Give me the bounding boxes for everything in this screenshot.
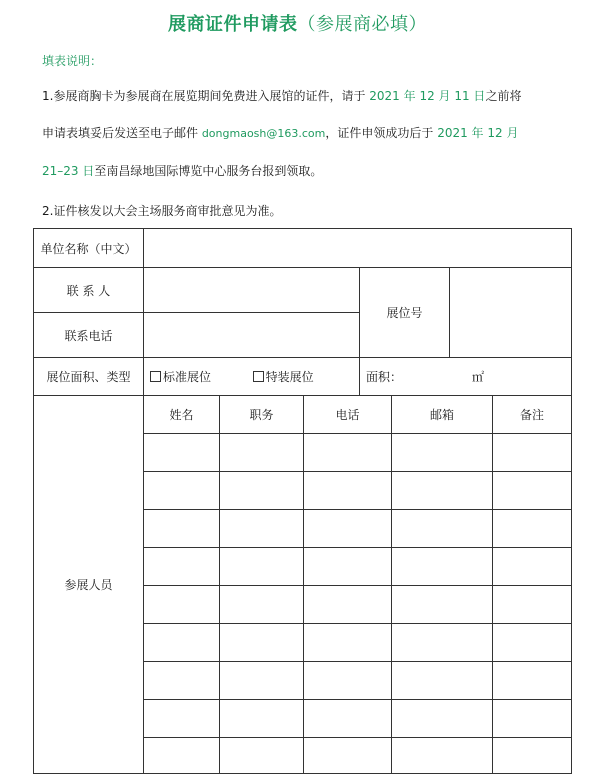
staff-name-cell[interactable]: [144, 700, 220, 738]
deadline-date: 2021 年 12 月 11 日: [369, 89, 486, 103]
staff-name-cell[interactable]: [144, 624, 220, 662]
contact-person-label: 联 系 人: [34, 268, 144, 313]
booth-number-label: 展位号: [360, 268, 450, 358]
staff-position-cell[interactable]: [220, 510, 304, 548]
staff-position-cell[interactable]: [220, 738, 304, 774]
staff-email-cell[interactable]: [392, 662, 493, 700]
staff-name-cell[interactable]: [144, 738, 220, 774]
staff-name-cell[interactable]: [144, 586, 220, 624]
form-title: [0, 10, 595, 36]
exhibitor-staff-label: 参展人员: [34, 396, 144, 774]
booth-area-field[interactable]: [360, 358, 572, 396]
instruction-3-post: 至南昌绿地国际博览中心服务台报到领取。: [94, 164, 323, 178]
staff-phone-cell[interactable]: [304, 510, 392, 548]
instruction-line-1: [42, 88, 521, 104]
instructions-heading: 填表说明：: [42, 54, 103, 68]
staff-remarks-cell[interactable]: [493, 548, 572, 586]
special-booth-checkbox[interactable]: [253, 371, 264, 382]
staff-name-cell[interactable]: [144, 510, 220, 548]
instruction-line-4: 2.证件核发以大会主场服务商审批意见为准。: [42, 204, 282, 218]
area-label: 面积：: [366, 370, 403, 384]
staff-position-cell[interactable]: [220, 624, 304, 662]
staff-remarks-cell[interactable]: [493, 700, 572, 738]
contact-phone-label: 联系电话: [34, 313, 144, 358]
staff-phone-cell[interactable]: [304, 548, 392, 586]
staff-email-cell[interactable]: [392, 434, 493, 472]
staff-name-cell[interactable]: [144, 434, 220, 472]
staff-phone-cell[interactable]: [304, 586, 392, 624]
company-name-field[interactable]: [144, 229, 572, 268]
instruction-2-pre: 申请表填妥后发送至电子邮件: [42, 126, 202, 140]
column-header-name: 姓名: [144, 396, 220, 434]
application-form-table: [33, 228, 572, 774]
special-booth-label: 特装展位: [265, 370, 314, 384]
staff-name-cell[interactable]: [144, 472, 220, 510]
staff-name-cell[interactable]: [144, 662, 220, 700]
booth-type-options: [144, 358, 360, 396]
form-title-paren: （参展商必填）: [297, 14, 427, 35]
staff-remarks-cell[interactable]: [493, 434, 572, 472]
column-header-position: 职务: [220, 396, 304, 434]
square-meter-unit: ㎡: [472, 370, 485, 384]
staff-email-cell[interactable]: [392, 586, 493, 624]
staff-phone-cell[interactable]: [304, 700, 392, 738]
staff-remarks-cell[interactable]: [493, 586, 572, 624]
staff-phone-cell[interactable]: [304, 662, 392, 700]
staff-phone-cell[interactable]: [304, 624, 392, 662]
staff-remarks-cell[interactable]: [493, 624, 572, 662]
instruction-line-3: [42, 163, 322, 179]
staff-position-cell[interactable]: [220, 472, 304, 510]
staff-phone-cell[interactable]: [304, 472, 392, 510]
form-title-main: 展商证件申请表: [168, 14, 298, 35]
standard-booth-checkbox[interactable]: [150, 371, 161, 382]
staff-email-cell[interactable]: [392, 472, 493, 510]
pickup-date-end: 21–23 日: [42, 164, 95, 178]
staff-email-cell[interactable]: [392, 624, 493, 662]
staff-email-cell[interactable]: [392, 548, 493, 586]
staff-phone-cell[interactable]: [304, 738, 392, 774]
column-header-email: 邮箱: [392, 396, 493, 434]
staff-position-cell[interactable]: [220, 662, 304, 700]
standard-booth-label: 标准展位: [163, 370, 212, 384]
staff-position-cell[interactable]: [220, 434, 304, 472]
email-link[interactable]: dongmaosh@163.com: [201, 127, 326, 140]
staff-email-cell[interactable]: [392, 700, 493, 738]
staff-remarks-cell[interactable]: [493, 738, 572, 774]
column-header-phone: 电话: [304, 396, 392, 434]
company-name-label: 单位名称（中文）: [34, 229, 144, 268]
contact-phone-field[interactable]: [144, 313, 360, 358]
instruction-1-pre: 1.参展商胸卡为参展商在展览期间免费进入展馆的证件，请于: [42, 89, 370, 103]
instruction-line-2: [42, 125, 518, 142]
staff-name-cell[interactable]: [144, 548, 220, 586]
staff-position-cell[interactable]: [220, 700, 304, 738]
contact-person-field[interactable]: [144, 268, 360, 313]
staff-email-cell[interactable]: [392, 510, 493, 548]
column-header-remarks: 备注: [493, 396, 572, 434]
staff-remarks-cell[interactable]: [493, 662, 572, 700]
staff-remarks-cell[interactable]: [493, 472, 572, 510]
staff-email-cell[interactable]: [392, 738, 493, 774]
staff-remarks-cell[interactable]: [493, 510, 572, 548]
booth-number-field[interactable]: [450, 268, 572, 358]
pickup-date-start: 2021 年 12 月: [437, 126, 519, 140]
staff-phone-cell[interactable]: [304, 434, 392, 472]
staff-position-cell[interactable]: [220, 548, 304, 586]
staff-position-cell[interactable]: [220, 586, 304, 624]
instruction-2-mid: ，证件申领成功后于: [325, 126, 438, 140]
instruction-1-post: 之前将: [485, 89, 522, 103]
booth-area-type-label: 展位面积、类型: [34, 358, 144, 396]
